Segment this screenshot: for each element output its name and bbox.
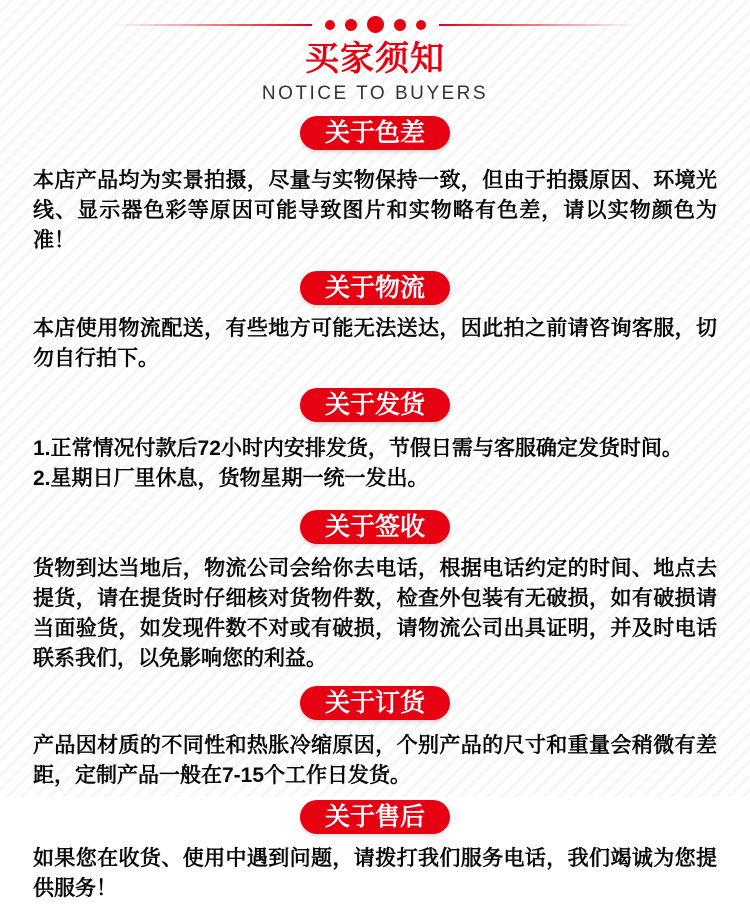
divider-dot xyxy=(325,20,335,30)
body-line: 产品因材质的不同性和热胀冷缩原因，个别产品的尺寸和重量会稍微有差距，定制产品一般在7-15个工作日发货。 xyxy=(33,734,717,787)
page-subtitle: NOTICE TO BUYERS xyxy=(261,83,489,104)
body-line: 货物到达当地后，物流公司会给你去电话，根据电话约定的时间、地点去提货，请在提货时仔细核对货物件数，检查外包装有无破损，如有破损请当面验货，如发现件数不对或有破损，请物流公司出具证明，并及时电话联系我们，以免影响您的利益。 xyxy=(33,557,717,670)
section-receipt xyxy=(0,510,750,674)
divider-dot xyxy=(367,16,384,33)
divider-dot xyxy=(416,20,426,30)
section-body-shipping xyxy=(33,434,717,494)
section-banner-ordering: 关于订货 xyxy=(300,686,450,720)
divider-line-left xyxy=(112,24,312,26)
section-banner-logistics: 关于物流 xyxy=(300,271,450,305)
section-banner-after-sales: 关于售后 xyxy=(300,800,450,834)
body-line: 本店产品均为实景拍摄，尽量与实物保持一致，但由于拍摄原因、环境光线、显示器色彩等原因可能导致图片和实物略有色差，请以实物颜色为准！ xyxy=(33,169,717,252)
section-banner-shipping: 关于发货 xyxy=(300,388,450,422)
section-body-ordering xyxy=(33,731,717,791)
body-line: 本店使用物流配送，有些地方可能无法送达，因此拍之前请咨询客服，切勿自行拍下。 xyxy=(33,317,717,370)
section-shipping xyxy=(0,388,750,494)
section-banner-receipt: 关于签收 xyxy=(300,510,450,544)
page-header xyxy=(0,0,750,105)
body-line: 1.正常情况付款后72小时内安排发货，节假日需与客服确定发货时间。 xyxy=(33,437,683,460)
section-body-logistics xyxy=(33,314,717,374)
section-body-receipt xyxy=(33,554,717,674)
divider-dot xyxy=(345,19,357,31)
page-title: 买家须知 xyxy=(305,40,445,78)
section-logistics xyxy=(0,271,750,374)
divider-line-right xyxy=(439,24,639,26)
section-ordering xyxy=(0,686,750,791)
section-body-after-sales xyxy=(33,844,717,904)
divider-dot xyxy=(394,19,406,31)
header-divider xyxy=(0,16,750,33)
section-after-sales xyxy=(0,800,750,904)
body-line: 如果您在收货、使用中遇到问题，请拨打我们服务电话，我们竭诚为您提供服务！ xyxy=(33,847,717,900)
body-line: 2.星期日厂里休息，货物星期一统一发出。 xyxy=(33,467,429,490)
section-body-color-difference xyxy=(33,166,717,256)
section-banner-color-difference: 关于色差 xyxy=(300,116,450,150)
section-color-difference xyxy=(0,116,750,256)
